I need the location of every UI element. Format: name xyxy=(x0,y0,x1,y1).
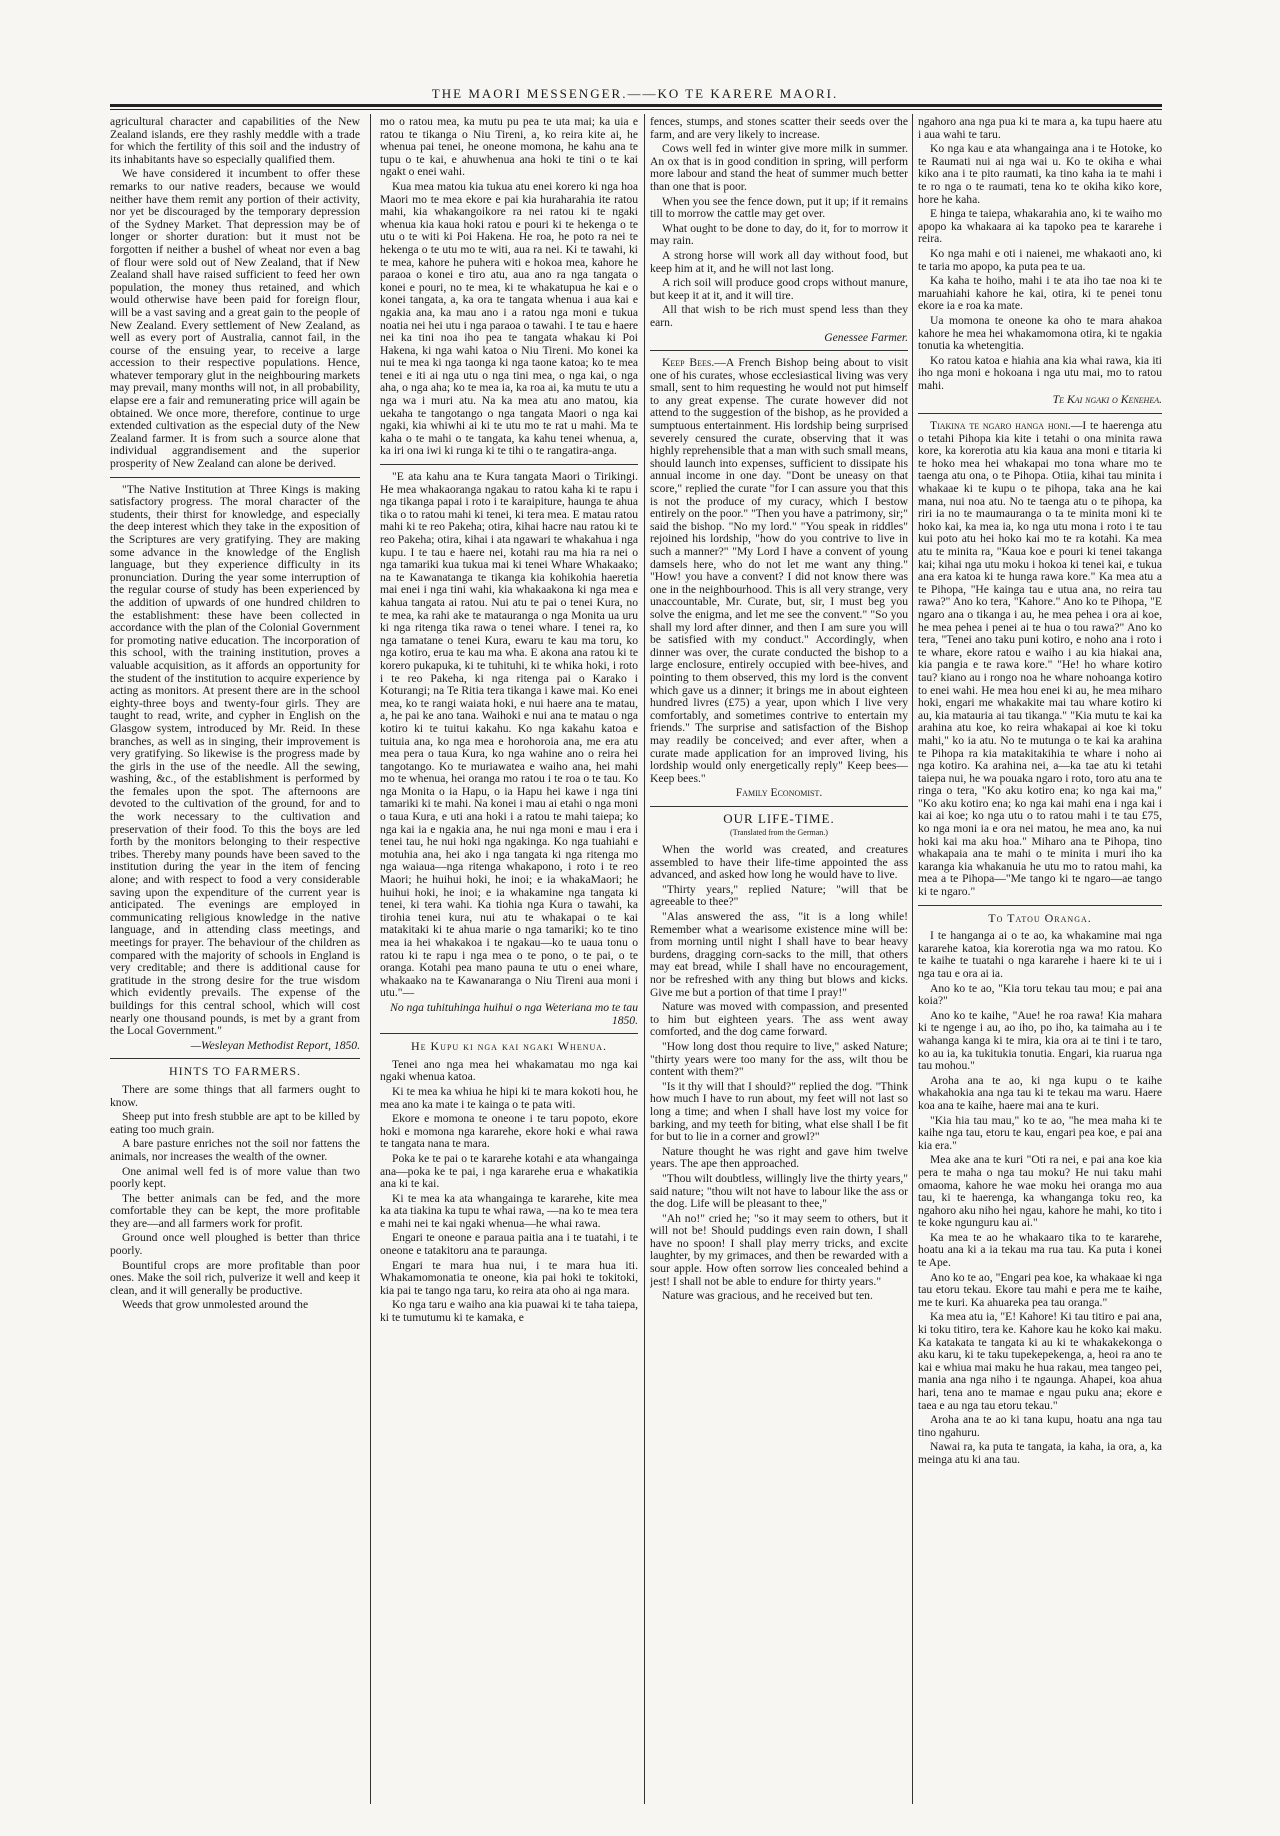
paragraph: Ki te mea ka ata whangainga te kararehe, kite mea ka ata tiakina ka tupu te whai rawa, —na ko te mea tera e mahi nei te kai ngaki whenua—he whai rawa. xyxy=(380,1191,638,1230)
paragraph: "E ata kahu ana te Kura tangata Maori o Tirikingi. He mea whakaoranga ngakau to ratou kaha ki te rapu i nga tikanga papai i roto i te karaipiture, haunga te ahua tika o to ratou mahi ki tenei, ki tera mea. E matau ratou mahi ki te reo Pakeha; otira, kihai hacre nau ratou ki te reo Pakeha; otira, kihai i ata ngawari te whakahua i nga kupu. I te tau e haere nei, kotahi rau ma hia ra nei o nga tamariki kua tukua mai ki tenei Whare Whakaako; na te Kawanatanga te tikanga kia kohikohia haeretia mai enei i nga tini wahi, kia whakaakona ki nga mea e kahua tangata ai ratou. Nui atu te pai o tenei Kura, no te mea, ka rahi ake te matauranga o nga Monita ua uru ki nga ritenga tika rawa o tenei whare. I tenei ra, ko nga tamatane o tenei Kura, ewaru te kau ma toru, ko nga kotiro, erua te kau ma wha. E akona ana ratou ki te korero pukapuka, ki te tuhituhi, ki te whika hoki, i roto i te reo Pakeha, ki nga ritenga pai o Karako i Koturangi; na Te Ritia tera tikanga i kawe mai. Ko enei mea, ko te rangi waiata hoki, e nui haere ana te matau, a, he pai ke ano tana. Waihoki e nui ana te matau o nga kotiro ki te tuitui kakahu. Ko nga kakahu katoa e tuituia ana, ko nga mea e horohoroia ana, me era atu mea pera o taua Kura, ko nga wahine ano o reira hei tangotango. Ko te muriawatea e waiho ana, hei mahi mo te whenua, hei oranga mo ratou i te roa o te tau. Ko nga Monita o ia Hapu, o ia Hapu hei kawe i nga tini tamariki ki te mahi. Na konei i mau ai etahi o nga moni o taua Kura, e uti ana hoki i a ratou te mahi taiepa; ko nga kai ia e ngakia ana, he nui nga moni e mau i era i tenei tau, he nui hoki nga ngakinga. Ko nga tuahiahi e motuhia ana, hei ako i nga tangata ki nga ritenga mo nga waiaua—nga ritenga whakapono, i roto i te reo Maori; he huihui hoki, he inoi; e ia whakaMaori; he huihui hoki, he inoi; e ia whakamine nga tangata ki tenei, ki tera wahi. Ka tiohia nga Kura o tawahi, ka tirohia tenei kura, nui atu te whakapai o te kai matakitaki ki te ahua marie o nga tamariki; ko te tino mea ia hei whakakoa i te ngakau—ko te uaua tonu o ratou ki te rapu i nga mea o te pono, o te pai, o te oranga. Kotahi pea mano pauna te utu o enei whare, whakaako na te Kawanaranga o Niu Tireni aua moni i utu."— xyxy=(380,470,638,1000)
paragraph: "Ah no!" cried he; "so it may seem to others, but it will not be! Should puddings even rain down, I shall have no spoon! I shall play merry tricks, and excite laughter, by my grimaces, and then be rewarded with a sour apple. How often sorrow lies concealed behind a jest! I shall not be able to endure for thirty years." xyxy=(650,1211,908,1288)
divider xyxy=(918,413,1162,414)
paragraph: The better animals can be fed, and the more comfortable they can be kept, the more profitable they are—and all farmers work for profit. xyxy=(110,1191,360,1230)
paragraph: Nature thought he was right and gave him twelve years. The ape then approached. xyxy=(650,1144,908,1171)
paragraph xyxy=(918,420,1162,899)
column-divider xyxy=(370,114,371,1804)
paragraph: Poka ke te pai o te kararehe kotahi e ata whangainga ana—poka ke te pai, i nga kararehe erua e whakatikia ana ki te kai. xyxy=(380,1151,638,1191)
divider xyxy=(650,350,908,351)
section-title: To Tatou Oranga. xyxy=(988,910,1092,925)
attribution: No nga tuhituhinga huihui o nga Weteriana mo te tau 1850. xyxy=(390,1000,638,1027)
paragraph: "The Native Institution at Three Kings is making satisfactory progress. The moral character of the students, their thirst for knowledge, and especially the deep interest which they take in the exposition of the Scriptures are very gratifying. They are making some advance in the knowledge of the English language, but they experience difficulty in its pronunciation. During the year some interruption of the regular course of study has been experienced by the addition of upwards of one hundred children to the establishment: these have been collected in accordance with the plan of the Colonial Government for promoting native education. The incorporation of this school, with the training institution, proves a valuable acquisition, as it affords an opportunity for the student of the institution to acquire experience by acting as monitors. At present there are in the school eighty-three boys and twenty-four girls. They are taught to read, write, and cypher in English on the Glasgow system, introduced by Mr. Reid. In these branches, as well as in singing, their improvement is very gratifying. So likewise is the progress made by the girls in the use of the needle. All the sewing, washing, &c., of the establishment is performed by the females upon the spot. The afternoons are devoted to the cultivation of the ground, for and to the work necessary to the cultivation and preservation of their food. To this the boys are led forth by the monitors belonging to their respective tribes. Thereby many pounds have been saved to the institution during the year in the item of fencing alone; and with respect to food a very considerable saving upon the expenditure of the current year is anticipated. The evenings are employed in communicating religious knowledge in the native language, and in attending class meetings, and meetings for prayer. The behaviour of the children as compared with the majority of schools in England is very creditable; and there is additional cause for gratitude in the strong desire for the true wisdom which evidently prevails. The expense of the buildings for this central school, which will cost nearly one thousand pounds, is met by a grant from the Local Government." xyxy=(110,482,360,1038)
paragraph: What ought to be done to day, do it, for to morrow it may rain. xyxy=(650,221,908,248)
paragraph: Ano ko te ao, "Kia toru tekau tau mou; e pai ana koia?" xyxy=(918,981,1162,1008)
divider xyxy=(918,905,1162,906)
paragraph: All that wish to be rich must spend less than they earn. xyxy=(650,303,908,329)
paragraph: Sheep put into fresh stubble are apt to be killed by eating too much grain. xyxy=(110,1110,360,1136)
paragraph: "Is it thy will that I should?" replied the dog. "Think how much I have to run about, my feet will not last so long a time; and when I shall have lost my voice for barking, and my teeth for biting, what else shall I be fit for but to lie in a corner and growl?" xyxy=(650,1079,908,1144)
header-rule xyxy=(110,104,1162,107)
paragraph: "Alas answered the ass, "it is a long while! Remember what a wearisome existence mine will be: from morning until night I shall have to bear heavy burdens, dragging corn-sacks to the mill, that others may eat bread, while I shall have no encouragement, nor be refreshed with any thing but blows and kicks. Give me but a portion of that time I pray!" xyxy=(650,910,908,999)
paragraph: Ko nga kau e ata whangainga ana i te Hotoke, ko te Raumati nui ai nga wai u. Ko te okiha e whai kiko ana i te pito raumati, ka tino kaha ia te mahi i te ro nga o te raumati, tena ko te okiha kiko kore, hore he kaha. xyxy=(918,142,1162,206)
paragraph: When the world was created, and creatures assembled to have their life-time appointed the ass advanced, and asked how long he would have to live. xyxy=(650,843,908,882)
paragraph: ngahoro ana nga pua ki te mara a, ka tupu haere atu i aua wahi te taru. xyxy=(918,116,1162,141)
paragraph: Ko ratou katoa e hiahia ana kia whai rawa, kia iti iho nga moni e hokoana i nga utu mai, mo to ratou mahi. xyxy=(918,353,1162,392)
paragraph: Bountiful crops are more profitable than poor ones. Make the soil rich, pulverize it well and keep it clean, and it will generally be productive. xyxy=(110,1258,360,1297)
paragraph: Mea ake ana te kuri "Oti ra nei, e pai ana koe kia pera te maha o nga tau moku? He nui taku mahi omaoma, kahore he wae moku hei oranga mo aua tau, ki te haerenga, ka whanganga toku reo, ka ngahoro aku niho hei ngau, kahore he mahi, ko tito i te koke ngunguru kau ai." xyxy=(918,1153,1162,1230)
paragraph: Ka mea te ao he whakaaro tika to te kararehe, hoatu ana ki a ia tekau ma rua tau. Ka puta i konei te Ape. xyxy=(918,1230,1162,1270)
paragraph: Ko nga taru e waiho ana kia puawai ki te taha taiepa, ki te tumutumu ki te kamaka, e xyxy=(380,1298,638,1325)
section-title: OUR LIFE-TIME. xyxy=(723,810,835,826)
column-divider xyxy=(644,114,645,1804)
paragraph: Engari te mara hua nui, i te mara hua iti. Whakamomonatia te oneone, kia pai hoki te tokitoki, kia pai te tango nga taru, ko reira ata oho ai nga mara. xyxy=(380,1258,638,1297)
paragraph: Ka mea atu ia, "E! Kahore! Ki tau titiro e pai ana, ki toku titiro, tera ke. Kahore kau he koko kai maku. Ka katakata te tangata ki au ki te whakakekonga o aku karu, ki te taku tupekepekenga, a, heoi ra ano te kai e whiua mai maku he hua rakau, mea tangeo pei, mania ana nga niho i te ngaunga. Ahapei, koa ahua hari, tena ano te mamae e ngau puku ana; ekore e taea e au nga tau etoru tekau." xyxy=(918,1310,1162,1412)
paragraph: Ua momona te oneone ka oho te mara ahakoa kahore he mea hei whakamomona otira, ki te ngakia tonutia ka whetengitia. xyxy=(918,313,1162,353)
paragraph: Nature was gracious, and he received but ten. xyxy=(662,1289,873,1303)
paragraph: Nature was moved with compassion, and presented to him but eighteen years. The ass went away comforted, and the dog came forward. xyxy=(650,1000,908,1039)
paragraph: Ground once well ploughed is better than thrice poorly. xyxy=(110,1231,360,1258)
divider xyxy=(110,477,360,478)
page-header: THE MAORI MESSENGER.——KO TE KARERE MAORI. xyxy=(431,86,839,101)
divider xyxy=(650,806,908,807)
paragraph: mo o ratou mea, ka mutu pu pea te uta mai; ka uia e ratou te tikanga o Niu Tireni, a, ko reira kite ai, he whenua pai tenei, he oneone momona, he kahu ana te tupu o te kai, e ahuwhenua ana hoki te tini o te kai ngakt o enei wahi. xyxy=(380,116,638,179)
paragraph-body: —I te haerenga atu o tetahi Pihopa kia kite i tetahi o ona minita rawa kore, ka korerotia atu kia kaua ana moni e titaria ki te hoko mea hei whakapai mo tona whare mo te taenga atu ona, o te Pihopa. Otiia, kihai tau minita i whakaae ki te kupu o te pihopa, taka ana he kai mana, nui noa atu. No te taenga atu o te pihopa, ka riri ia no te maumauranga o ta te minita moni ki te hoko kai, ka mea ia, ko nga utu mona i roto i te tau kui poto atu hei hoko kai mo te ra kotahi. Ka mea atu te minita ra, "Kaua koe e pouri ki tenei takanga kai; kihai nga utu moku i hokoa ki tenei kai, e tukua ana era katoa ki te hunga rawa kore." Ka mea atu a te Pihopa, "He kainga tau e utua ana, no reira tau rawa?" Ano ko tera, "Kahore." Ano ko te Pihopa, "E ngaro ana o tikanga i au, he mea pehea i ora ai koe, he mea pehea i penei ai te hua o tou rawa?" Ano ko tera, "Tenei ano taku puni kotiro, e noho ana i roto i te whare, ekore ratou e waiho i au kia hiakai ana, kia pangia e te rawa kore." "He! ho whare kotiro tau? kiano au i rongo noa he whare nohoanga kotiro to enei wahi. He mea hou enei ki au, he mea miharo hoki, engari me whakakite mai tau whare kotiro ki au, kia matauria ai tau tikanga." "Kia mutu te kai ka arahina atu koe, ko reira whakapai ai koe ki toku mahi," ko ia atu. No te mutunga o te kai ka arahina te Pihopa ra kia matakitakihia te whare i noho ai nga kotiro. Ka arahina nei, a—ka tae atu ki tetahi taiepa nui, he wa pouaka ngaro i roto, toro atu ana te ringa o tera, "Ko aku kotiro ena; ko nga kai ma," "Ko aku kotiro ena; ko nga kai mahi ena i nga kai i kai ai koe; ko nga utu o to ratou mahi i te tau £75, ko nga moni ia e ora nei matou, he mea ano, ka nui hoki kai ma aku hoa." Miharo ana te Pihopa, tino whakapaia ana te mahi o te minita i muri iho ka karanga kia whakanuia he utu mo to ratou mahi, ka mea a te Pihopa—"Me tango ki te ngaro—ae tango ki te ngaro." xyxy=(918,419,1162,899)
paragraph: One animal well fed is of more value than two poorly kept. xyxy=(110,1164,360,1191)
section-subtitle: (Translated from the German.) xyxy=(730,828,828,838)
paragraph: Weeds that grow unmolested around the xyxy=(122,1298,309,1312)
paragraph: A bare pasture enriches not the soil nor fattens the animals, nor increases the wealth of the owner. xyxy=(110,1137,360,1163)
paragraph: Aroha ana te ao ki tana kupu, hoatu ana nga tau tino ngahuru. xyxy=(918,1413,1162,1439)
paragraph: Ano ko te ao, "Engari pea koe, ka whakaae ki nga tau etoru tekau. Ekore tau mahi e pera me te kaihe, me te kuri. Ka ahuareka pea tau oranga." xyxy=(918,1270,1162,1309)
paragraph: Ki te mea ka whiua he hipi ki te mara kokoti hou, he mea ano ka mate i te kainga o te pata witi. xyxy=(380,1084,638,1111)
paragraph: Engari te oneone e paraua paitia ana i te tuatahi, i te oneone e tatakitoru ana te paraunga. xyxy=(380,1231,638,1258)
paragraph: Ano ko te kaihe, "Aue! he roa rawa! Kia mahara ki te ngenge i au, ao iho, po iho, ka taimaha au i te wahanga kanga ki te mira, kia ora ai te tini i te taro, ko au ia, ka tukitukia tonutia. Engari, kia ruarua nga tau mohou." xyxy=(918,1008,1162,1073)
paragraph: Ka kaha te hoiho, mahi i te ata iho tae noa ki te maruahiahi kahore he kai, otira, ki te penei tonu ekore ia e roa ka mate. xyxy=(918,274,1162,313)
lead-in: Keep Bees. xyxy=(662,356,715,370)
paragraph: "How long dost thou require to live," asked Nature; "thirty years were too many for the ass, wilt thou be content with them?" xyxy=(650,1039,908,1079)
paragraph: Aroha ana te ao, ki nga kupu o te kaihe whakahokia ana nga tau ki te tekau ma waru. Haere koa ana te kaihe, haere mai ana te kuri. xyxy=(918,1073,1162,1112)
paragraph: Cows well fed in winter give more milk in summer. An ox that is in good condition in spring, will perform more labour and stand the heat of summer much better than one that is poor. xyxy=(650,142,908,193)
paragraph: A strong horse will work all day without food, but keep him at it, and he will not last long. xyxy=(650,248,908,275)
attribution: —Wesleyan Methodist Report, 1850. xyxy=(190,1038,360,1052)
column-1 xyxy=(110,116,360,1806)
section-title: He Kupu ki nga kai ngaki Whenua. xyxy=(410,1039,608,1054)
lead-in: Tiakina te ngaro hanga honi. xyxy=(930,419,1071,433)
column-2 xyxy=(380,116,638,1806)
divider xyxy=(110,1058,360,1059)
paragraph: "Thou wilt doubtless, willingly live the thirty years," said nature; "thou wilt not have to labour like the ass or the dog. Life will be pleasant to thee," xyxy=(650,1171,908,1211)
paragraph: Tenei ano nga mea hei whakamatau mo nga kai ngaki whenua katoa. xyxy=(380,1057,638,1084)
paragraph: Ko nga mahi e oti i naienei, me whakaoti ano, ki te taria mo apopo, ka puta pea te ua. xyxy=(918,246,1162,273)
paragraph: Ekore e momona te oneone i te taru popoto, ekore hoki e momona nga kararehe, ekore hoki e whai rawa te tangata nana te mara. xyxy=(380,1112,638,1151)
paragraph: Nawai ra, ka puta te tangata, ia kaha, ia ora, a, ka meinga atu ki ana tau. xyxy=(918,1440,1162,1466)
paragraph: A rich soil will produce good crops without manure, but keep it at it, and it will tire. xyxy=(650,276,908,302)
paragraph: fences, stumps, and stones scatter their seeds over the farm, and are very likely to increase. xyxy=(650,116,908,141)
paragraph: "Kia hia tau mau," ko te ao, "he mea maha ki te kaihe nga tau, etoru te kau, engari pea koe, e pai ana kia era." xyxy=(918,1113,1162,1152)
attribution: Genessee Farmer. xyxy=(824,330,908,344)
paragraph: E hinga te taiepa, whakarahia ano, ki te waiho mo apopo ka whakaara ai ka tapoko pea te kararehe i reira. xyxy=(918,207,1162,246)
attribution: Family Economist. xyxy=(735,786,823,800)
paragraph: I te hanganga ai o te ao, ka whakamine mai nga kararehe katoa, kia korerotia nga wa mo ratou. Ko te kaihe te tuatahi o nga kararehe i haere ki te ui i nga tau e ora ai ia. xyxy=(918,929,1162,980)
paragraph: "Thirty years," replied Nature; "will that be agreeable to thee?" xyxy=(650,882,908,909)
paragraph: When you see the fence down, put it up; if it remains till to morrow the cattle may get over. xyxy=(650,194,908,221)
column-3 xyxy=(650,116,908,1806)
divider xyxy=(380,464,638,465)
paragraph: Kua mea matou kia tukua atu enei korero ki nga hoa Maori mo te mea ekore e pai kia huraharahia ite ratou mahi, kia whakangoikore ra nei ratou ki te ngaki whenua kia kaua hoki ratou e pouri ki te hekenga o te utu o te witi ki Poi Hakena. He roa, he poto ra nei te hekenga o te utu mo te witi, aua ra nei. Ki te tawahi, ki te mea, kahore he puhera witi e hokoa mea, kahore he paraoa o konei e tiro atu, aua ano ra nga tangata o konei e pouri, no te mea, ki te whakatupua he kai e o konei tangata, a, ka ora te tangata whenua i aua kai e ngakia ana, ka mau ano i a ratou nga moni e tukua noatia nei hei utu i nga paraoa o tawahi. I te tau e haere nei ka tini noa iho pea te tangata whakau ki Poi Hakena, ki nga wahi katoa o Niu Tireni. Mo konei ka nui te mea ki nga taonga ki nga taone katoa; ko te mea tenei e iti ai nga utu o nga tini mea, o nga kai, o nga aha, o nga aha; ko te mea ia, ka roa ai, ka mutu te utu a nga wa i muri atu. Na ka mea atu ano matou, kia uekaha te tangotango o nga tangata Maori o nga kai ngaki, kia whiwhi ai ki te utu mo te rat u mahi. Ma te kaha o te mahi o te tangata, ka kahu tenei whenua, a, ka iri ona iwi ki runga ki te tihi o te rangatira-anga. xyxy=(380,179,638,458)
attribution: Te Kai ngaki o Kenehea. xyxy=(1052,393,1162,407)
divider xyxy=(380,1033,638,1034)
column-divider xyxy=(912,114,913,1804)
section-title: HINTS TO FARMERS. xyxy=(168,1064,302,1079)
paragraph: agricultural character and capabilities of the New Zealand islands, ere they rashly meddle with a trade for which the fertility of this soil and the industry of its inhabitants have so especially qualified them. xyxy=(110,116,360,166)
paragraph: We have considered it incumbent to offer these remarks to our native readers, because we would neither have them remit any portion of their activity, nor yet be discouraged by the temporary depression of the Sydney Market. That depression may be of longer or shorter duration: but it must not be forgotten if neither a bushel of wheat nor even a bag of flour were sold out of New Zealand, that if New Zealand shall have raised sufficient to feed her own population, the money thus retained, and which would otherwise have been paid for foreign flour, will be a vast saving and a great gain to the people of New Zealand. Every settlement of New Zealand, as well as every port of Australia, cannot fail, in the course of the ensuing year, to receive a large accession to their respective populations. Hence, whatever temporary glut in the neighbouring markets may prevail, many months will not, in all probability, elapse ere a fair and remunerating price will again be obtained. We once more, therefore, continue to urge extended cultivation as the especial duty of the New Zealand farmer. It is from such a source alone that individual aggrandisement and the superior prosperity of New Zealand can alone be derived. xyxy=(110,167,360,471)
column-4 xyxy=(918,116,1162,1806)
header-rule-thin xyxy=(110,109,1162,110)
paragraph: There are some things that all farmers ought to know. xyxy=(110,1082,360,1109)
paragraph-body: —A French Bishop being about to visit one of his curates, whose ecclesiastical living was very small, sent to him requesting he would not put himself to any great expense. The curate however did not attend to the suggestion of the bishop, as he provided a sumptuous entertainment. His lordship being surprised severely censured the curate, observing that it was highly reprehensible that a man with such small means, should launch into expenses, sufficient to dissipate his annual income in one day. "Dont be uneasy on that score," replied the curate "for I can assure you that this is not the produce of my curacy, which I bestow entirely on the poor." "Then you have a patrimony, sir;" said the bishop. "No my lord." "You speak in riddles" rejoined his lordship, "how do you contrive to live in such a manner?" "My Lord I have a convent of young damsels here, who do not let me want any thing." "How! you have a convent? I did not know there was one in the neighbourhood. This is all very strange, very unaccountable, Mr. Curate, but, sir, I must beg you solve the enigma, and let me see the convent." "So you shall my lord after dinner, and then I am sure you will be satisfied with my conduct." Accordingly, when dinner was over, the curate conducted the bishop to a large enclosure, entirely occupied with bee-hives, and pointing to them observed, this my lord is the convent which gave us a dinner; it brings me in about eighteen hundred livres (£75) a year, upon which I live very comfortably, and sometimes contrive to entertain my friends." The surprise and satisfaction of the Bishop may readily be conceived; and ever after, when a curate made application for an improved living, his lordship would only energetically reply" Keep bees—Keep bees." xyxy=(650,356,908,785)
paragraph xyxy=(650,357,908,785)
